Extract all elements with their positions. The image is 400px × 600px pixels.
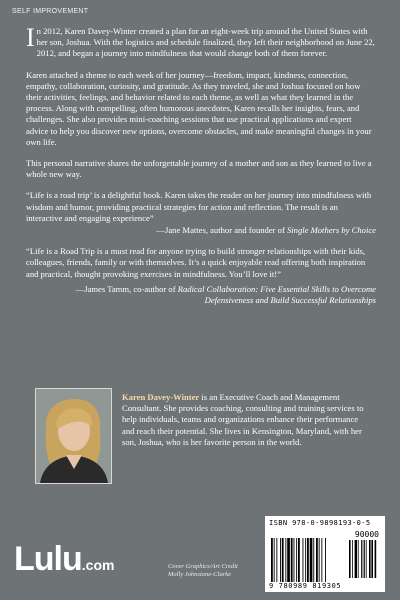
- barcode-bar: [282, 538, 284, 582]
- barcode-bar: [305, 538, 306, 582]
- quote-2-text: “Life is a Road Trip is a must read for anyone trying to build stronger relationships with their kids, colleagues, friends, family or with themselves. It’s a quick enjoyable read offering both inspiration and practical, thought provoking exercises in mindfulness. You’ll love it!”: [26, 246, 366, 279]
- drop-cap: I: [26, 23, 35, 52]
- lulu-logo-main: Lulu: [14, 540, 82, 578]
- author-bio-text: is an Executive Coach and Management Consultant. She provides coaching, consulting and training services to help individuals, teams and organizations enhance their performance and reach their potential. She lives in Kensington, Maryland, with her son, Joshua, who is her favorite person in the world.: [122, 392, 364, 447]
- intro-paragraph: [26, 23, 376, 60]
- barcode-bar: [319, 538, 320, 582]
- barcode-bar: [352, 540, 353, 578]
- barcode-bar: [325, 538, 326, 582]
- barcode-bar: [291, 538, 293, 582]
- intro-text: n 2012, Karen Davey-Winter created a plan for an eight-week trip around the United States with her son, Joshua. With the logistics and schedule finalized, they left their neighborhood on June 22, 2012, and began a journey into mindfulness that would change both of them forever.: [36, 26, 375, 59]
- summary-paragraph: This personal narrative shares the unforgettable journey of a mother and son as they learned to live a whole new way.: [26, 158, 372, 180]
- barcode-icon: [265, 516, 385, 592]
- lulu-logo: [14, 540, 114, 579]
- barcode-bar: [358, 540, 359, 578]
- quote-1-attribution-title: Single Mothers by Choice: [286, 225, 376, 236]
- barcode-bar: [271, 538, 273, 582]
- barcode-bar: [287, 538, 290, 582]
- cover-credit: [168, 563, 263, 579]
- barcode-bar: [313, 538, 314, 582]
- barcode-bar: [366, 540, 367, 578]
- lulu-logo-suffix: .com: [81, 557, 115, 573]
- quote-2: [26, 246, 376, 306]
- quote-1-attribution: [26, 225, 376, 236]
- barcode-bar: [303, 538, 304, 582]
- quote-2-attribution-prefix: —James Tamm, co-author of: [75, 283, 178, 294]
- isbn-barcode: [265, 516, 385, 592]
- barcode-bar: [361, 540, 362, 578]
- author-portrait-icon: [36, 389, 111, 483]
- isbn-label: ISBN 978-0-9898193-0-5: [269, 519, 371, 527]
- isbn-number: 9 780989 819305: [269, 582, 342, 590]
- quote-2-attribution-title: Radical Collaboration: Five Essential Skills to Overcome Defensiveness and Build Successful Relationships: [177, 283, 376, 306]
- quote-1-attribution-prefix: —Jane Mattes, author and founder of: [156, 225, 287, 236]
- quote-1: [26, 190, 376, 236]
- barcode-bar: [355, 540, 357, 578]
- back-cover-text: [26, 23, 376, 316]
- quote-2-attribution: [26, 284, 376, 306]
- credit-line-2: Molly Johnstone-Clarke: [168, 571, 231, 578]
- barcode-bar: [316, 538, 318, 582]
- price-code: 90000: [354, 530, 379, 539]
- barcode-bar: [276, 538, 277, 582]
- author-photo: [35, 388, 112, 484]
- barcode-bar: [298, 538, 300, 582]
- barcode-bar: [294, 538, 295, 582]
- barcode-bar: [321, 538, 322, 582]
- description-paragraph: Karen attached a theme to each week of her journey—freedom, impact, kindness, connection, empathy, collaboration, curiosity, and gratitude. As they traveled, she and Joshua focused on how their activities, feelings, and behavior related to each theme, as well as what they learned in the process. Along with compelling, often humorous anecdotes, Karen recalls her insights, fears, and challenges. She also provides mini-coaching sessions that use practical applications and expert advice to help you discover new options, overcome obstacles, and make meaningful changes in your own life.: [26, 69, 372, 147]
- barcode-bar: [349, 540, 351, 578]
- barcode-bar: [307, 538, 309, 582]
- barcode-bar: [280, 538, 281, 582]
- barcode-bar: [375, 540, 377, 578]
- barcode-bar: [310, 538, 313, 582]
- quote-1-text: “Life is a road trip’ is a delightful book. Karen takes the reader on her journey into mindfulness with wisdom and humor, providing practical strategies for action and reflection. The result is an interactive and engaging experience”: [26, 190, 372, 223]
- barcode-bar: [296, 538, 297, 582]
- author-name: Karen Davey-Winter: [122, 392, 200, 402]
- barcode-bar: [371, 540, 373, 578]
- barcode-bar: [363, 540, 364, 578]
- barcode-bar: [364, 540, 365, 578]
- barcode-bar: [285, 538, 286, 582]
- category-label: SELF IMPROVEMENT: [12, 8, 89, 15]
- barcode-bar: [369, 540, 371, 578]
- credit-line-1: Cover Graphics/Art Credit: [168, 563, 238, 570]
- author-bio: [122, 392, 372, 448]
- barcode-bar: [274, 538, 275, 582]
